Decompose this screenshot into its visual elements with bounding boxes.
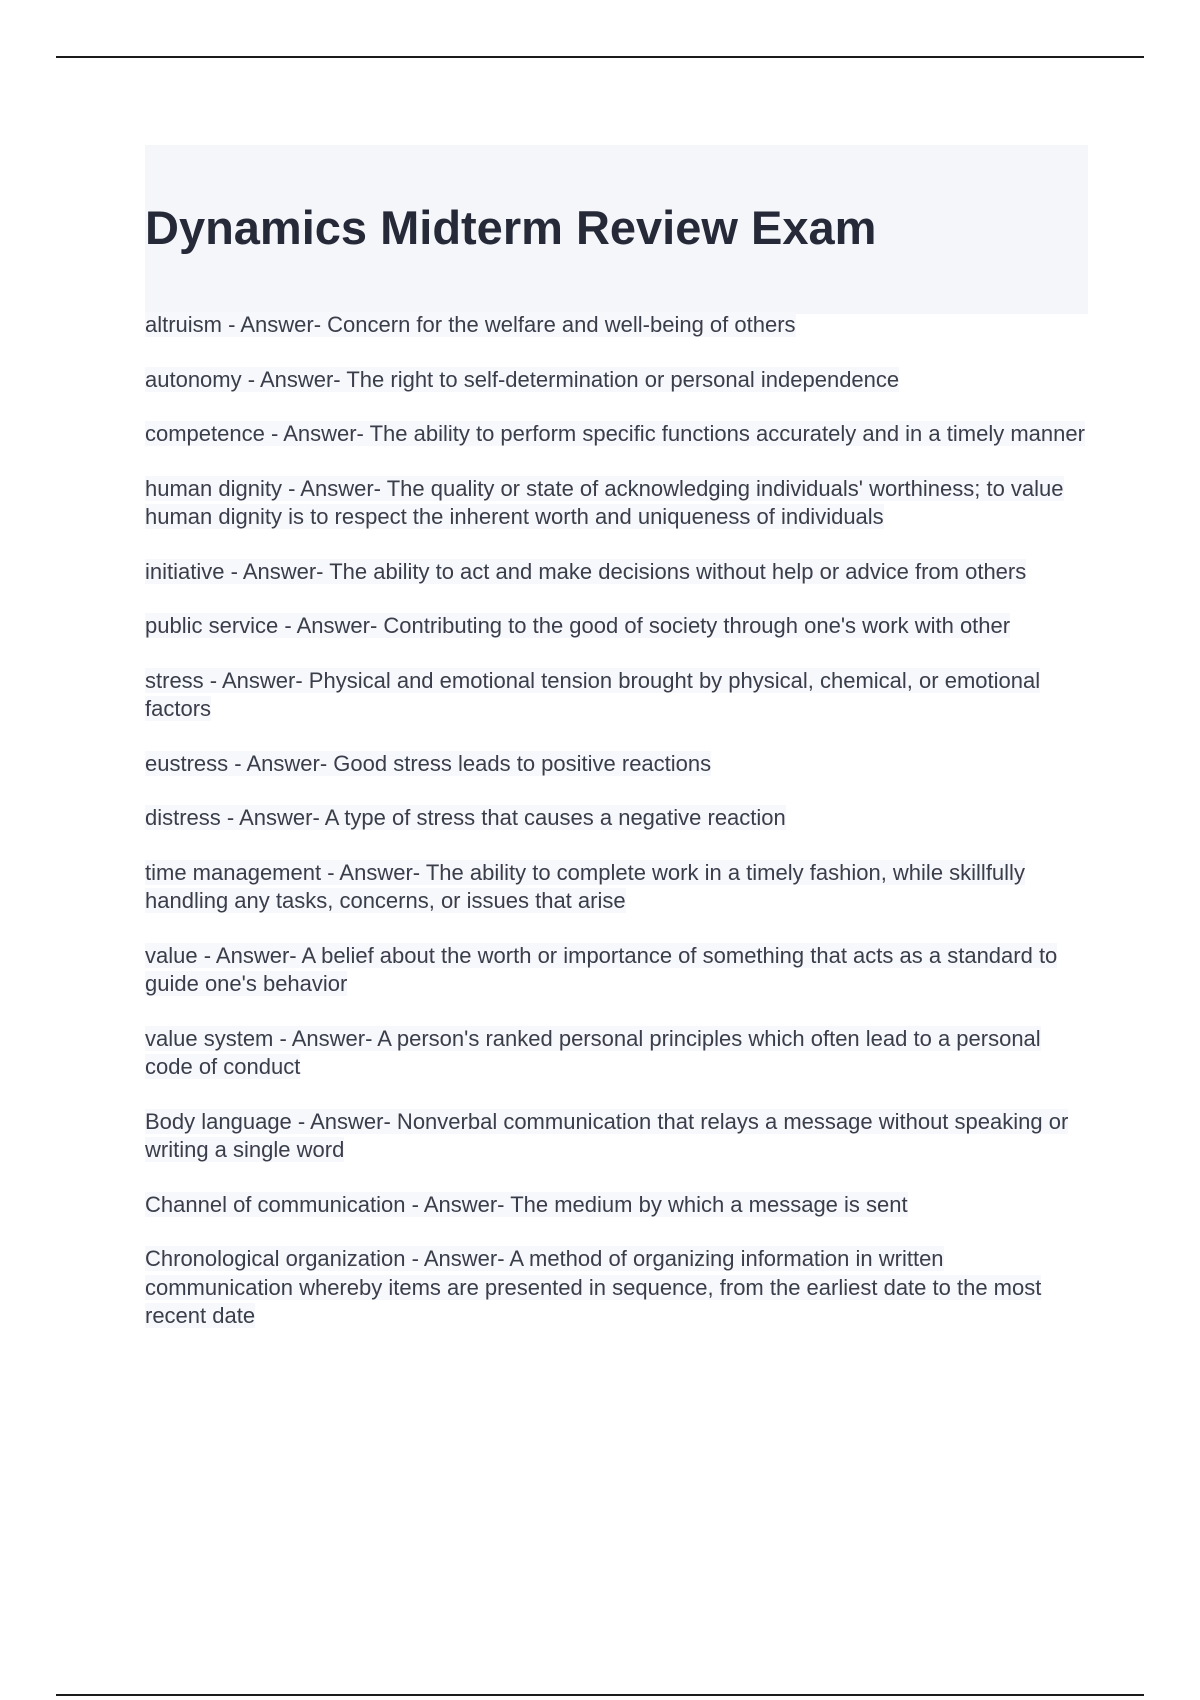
term-entry: [145, 558, 1085, 587]
term-entry: [145, 1191, 1085, 1220]
term-entry-text: initiative - Answer- The ability to act and make decisions without help or advice from others: [145, 558, 1027, 584]
term-entry-text: Channel of communication - Answer- The medium by which a message is sent: [145, 1191, 908, 1217]
term-entry-text: stress - Answer- Physical and emotional tension brought by physical, chemical, or emotional factors: [145, 667, 1041, 721]
term-entry: [145, 804, 1085, 833]
document-title: Dynamics Midterm Review Exam: [145, 201, 877, 254]
term-entry-text: Chronological organization - Answer- A method of organizing information in written communication whereby items are presented in sequence, from the earliest date to the most recent date: [145, 1246, 1042, 1328]
term-entry: [145, 475, 1085, 532]
term-entry: [145, 859, 1085, 916]
term-entry: [145, 667, 1085, 724]
term-entry-text: Body language - Answer- Nonverbal communication that relays a message without speaking or writing a single word: [145, 1108, 1069, 1162]
term-entry-text: eustress - Answer- Good stress leads to positive reactions: [145, 750, 712, 776]
term-entry-text: value system - Answer- A person's ranked personal principles which often lead to a personal code of conduct: [145, 1025, 1041, 1079]
term-entry-text: altruism - Answer- Concern for the welfare and well-being of others: [145, 312, 796, 337]
term-entry: [145, 420, 1085, 449]
term-entry-text: distress - Answer- A type of stress that causes a negative reaction: [145, 805, 786, 830]
term-entry-text: value - Answer- A belief about the worth or importance of something that acts as a standard to guide one's behavior: [145, 942, 1058, 996]
page-bottom-rule: [56, 1694, 1144, 1696]
term-entry-text: public service - Answer- Contributing to the good of society through one's work with other: [145, 613, 1011, 638]
term-entry-text: time management - Answer- The ability to complete work in a timely fashion, while skillfully handling any tasks, concerns, or issues that arise: [145, 859, 1025, 913]
term-entry-text: autonomy - Answer- The right to self-determination or personal independence: [145, 366, 900, 392]
term-entry: [145, 1245, 1085, 1331]
term-entry: [145, 942, 1085, 999]
term-entry: [145, 1025, 1085, 1082]
term-list: [145, 311, 1085, 1357]
term-entry: [145, 612, 1085, 641]
term-entry-text: competence - Answer- The ability to perform specific functions accurately and in a timely manner: [145, 421, 1085, 446]
term-entry: [145, 750, 1085, 779]
term-entry: [145, 311, 1085, 340]
term-entry-text: human dignity - Answer- The quality or state of acknowledging individuals' worthiness; to value human dignity is to respect the inherent worth and uniqueness of individuals: [145, 475, 1064, 529]
term-entry: [145, 366, 1085, 395]
page-top-rule: [56, 56, 1144, 58]
term-entry: [145, 1108, 1085, 1165]
